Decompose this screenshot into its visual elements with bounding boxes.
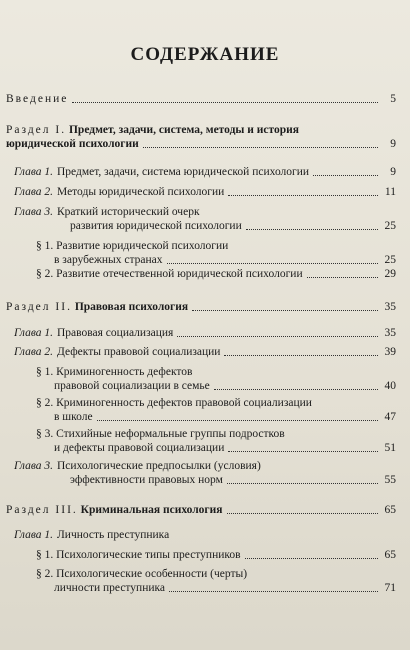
- page-number: 65: [384, 504, 396, 516]
- toc-entry-introduction: [6, 92, 396, 106]
- dot-leader: [313, 175, 378, 176]
- toc-entry-section-2: [6, 300, 396, 314]
- page-number: 11: [384, 186, 396, 198]
- chapter-title-line1: Краткий исторический очерк: [57, 206, 200, 218]
- toc-entry-paragraph: [36, 396, 396, 424]
- toc-entry-chapter: [14, 205, 396, 233]
- toc-entry-chapter: [14, 326, 396, 340]
- paragraph-prefix: § 2.: [36, 268, 54, 280]
- page-number: 51: [384, 442, 396, 454]
- page-number: 55: [384, 474, 396, 486]
- toc-entry-paragraph: [36, 548, 396, 562]
- dot-leader: [227, 483, 378, 484]
- chapter-title: Правовая социализация: [57, 327, 174, 339]
- section-title: Криминальная психология: [80, 504, 223, 516]
- page-number: 9: [390, 166, 396, 178]
- toc-entry-chapter: [14, 528, 396, 542]
- chapter-prefix: Глава 2.: [14, 346, 53, 358]
- dot-leader: [214, 389, 378, 390]
- dot-leader: [228, 195, 378, 196]
- toc-entry-paragraph: [36, 427, 396, 455]
- section-title: Правовая психология: [74, 301, 189, 313]
- dot-leader: [169, 591, 378, 592]
- paragraph-title: Развитие отечественной юридической психологии: [56, 268, 303, 280]
- toc-entry-paragraph: [36, 567, 396, 595]
- toc-entry-chapter: [14, 459, 396, 487]
- paragraph-title-line1: Криминогенность дефектов: [56, 366, 193, 378]
- paragraph-title: Психологические типы преступников: [56, 549, 241, 561]
- chapter-prefix: Глава 1.: [14, 327, 53, 339]
- page-title: СОДЕРЖАНИЕ: [130, 44, 280, 65]
- section-prefix: Раздел III.: [6, 504, 78, 516]
- chapter-prefix: Глава 3.: [14, 460, 53, 472]
- page-number: 71: [384, 582, 396, 594]
- page-number: 9: [390, 138, 396, 150]
- chapter-prefix: Глава 3.: [14, 206, 53, 218]
- paragraph-prefix: § 3.: [36, 428, 54, 440]
- paragraph-title-line1: Криминогенность дефектов правовой социализации: [56, 397, 312, 409]
- page-number: 25: [384, 220, 396, 232]
- page-number: 65: [384, 549, 396, 561]
- toc-entry-paragraph: [36, 239, 396, 267]
- page-number: 25: [384, 254, 396, 266]
- dot-leader: [227, 513, 379, 514]
- paragraph-title-line2: личности преступника: [54, 582, 166, 594]
- dot-leader: [307, 277, 378, 278]
- toc-entry-paragraph: [36, 267, 396, 281]
- paragraph-prefix: § 1.: [36, 366, 54, 378]
- dot-leader: [72, 102, 378, 103]
- dot-leader: [245, 558, 378, 559]
- dot-leader: [97, 420, 378, 421]
- section-prefix: Раздел I.: [6, 124, 67, 136]
- toc-entry-chapter: [14, 185, 396, 199]
- paragraph-title-line2: правовой социализации в семье: [54, 380, 210, 392]
- chapter-title-line1: Психологические предпосылки (условия): [57, 460, 261, 472]
- toc-entry-chapter: [14, 345, 396, 359]
- dot-leader: [177, 336, 378, 337]
- paragraph-title-line2: в зарубежных странах: [54, 254, 163, 266]
- chapter-title: Методы юридической психологии: [57, 186, 225, 198]
- chapter-prefix: Глава 1.: [14, 166, 53, 178]
- section-prefix: Раздел II.: [6, 301, 72, 313]
- dot-leader: [228, 451, 378, 452]
- chapter-title-line2: развития юридической психологии: [70, 220, 242, 232]
- paragraph-prefix: § 1.: [36, 549, 54, 561]
- toc-entry-section-3: [6, 503, 396, 517]
- dot-leader: [192, 310, 378, 311]
- paragraph-title-line1: Развитие юридической психологии: [56, 240, 229, 252]
- paragraph-prefix: § 1.: [36, 240, 54, 252]
- paragraph-title-line1: Психологические особенности (черты): [56, 568, 248, 580]
- chapter-title-line2: эффективности правовых норм: [70, 474, 223, 486]
- chapter-title: Личность преступника: [57, 529, 170, 541]
- page-number: 5: [390, 93, 396, 105]
- chapter-title: Предмет, задачи, система юридической психологии: [57, 166, 310, 178]
- dot-leader: [143, 147, 378, 148]
- dot-leader: [246, 229, 378, 230]
- page-number: 35: [384, 301, 396, 313]
- page-number: 47: [384, 411, 396, 423]
- chapter-title: Дефекты правовой социализации: [57, 346, 221, 358]
- paragraph-title-line1: Стихийные неформальные группы подростков: [56, 428, 285, 440]
- paragraph-title-line2: в школе: [54, 411, 93, 423]
- section-title-line1: Предмет, задачи, система, методы и история: [68, 124, 299, 136]
- dot-leader: [224, 355, 378, 356]
- dot-leader: [167, 263, 378, 264]
- page-number: 29: [384, 268, 396, 280]
- page-number: 39: [384, 346, 396, 358]
- page-number: 35: [384, 327, 396, 339]
- paragraph-title-line2: и дефекты правовой социализации: [54, 442, 225, 454]
- paragraph-prefix: § 2.: [36, 568, 54, 580]
- toc-entry-chapter: [14, 165, 396, 179]
- toc-entry-section-1: [6, 123, 396, 151]
- page-number: 40: [384, 380, 396, 392]
- paragraph-prefix: § 2.: [36, 397, 54, 409]
- toc-entry-paragraph: [36, 365, 396, 393]
- chapter-prefix: Глава 2.: [14, 186, 53, 198]
- section-title-line2: юридической психологии: [6, 138, 139, 150]
- toc-label: Введение: [6, 93, 69, 105]
- chapter-prefix: Глава 1.: [14, 529, 53, 541]
